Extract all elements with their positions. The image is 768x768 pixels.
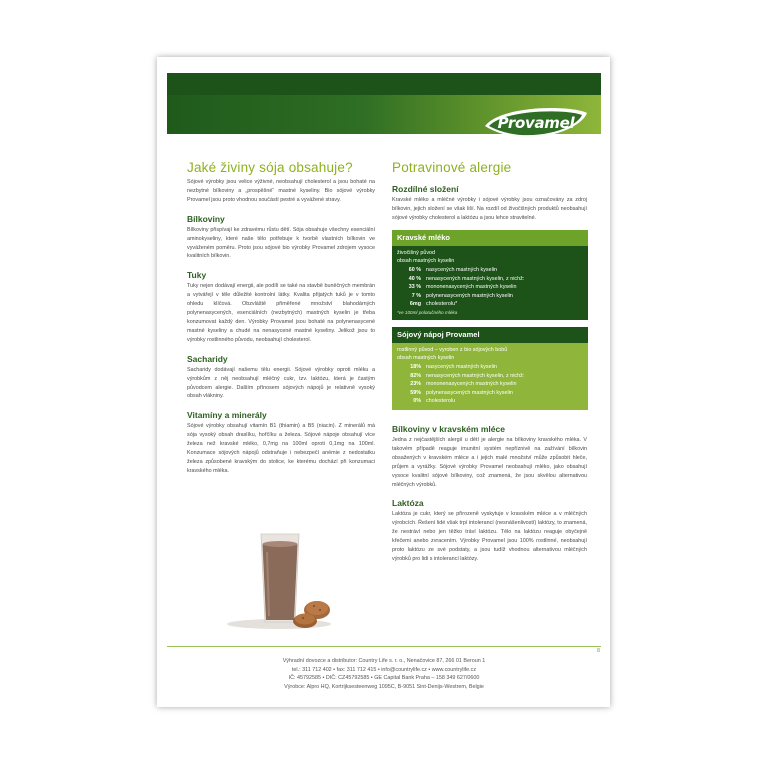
info-row-label: nasycených mastných kyselin (426, 266, 498, 273)
left-intro: Sójové výrobky jsou velice výživné, neobsahují cholesterol a jsou bohaté na nezbytné bílkoviny a „prospěšné“ mastné kyseliny. Bio sójové výrobky Provamel jsou proto vhodnou součástí pestré a vyvážené stravy. (187, 179, 375, 203)
info-row-label: cholesterolu (426, 398, 456, 405)
section-heading-vitaminy: Vitamíny a minerály (187, 410, 267, 421)
info-row-value: 60 % (408, 266, 421, 273)
info-row (397, 363, 583, 372)
section-text-laktoza: Laktóza je cukr, který se přirozeně vyskytuje v kravském mléce a v mléčných výrobcích. Řešení lidé však trpí intolerancí (nesnášenlivostí) laktózy, to znamená, že nestráví nebo jen těžko tráví laktózu. Tělo na laktózu reaguje obyčejně křečemi anebo zvracením. Výrobky Provamel jsou 100% rostlinné, neobsahují proto laktózu ze své podstaty, a jsou tudíž vhodnou alternativou mléčných výrobků pro lidi s intolerancí laktózy. (392, 511, 587, 562)
info-box-note: *ve 100ml polotučného mléka (397, 309, 458, 315)
info-row-value: 59% (410, 389, 421, 396)
left-title: Jaké živiny sója obsahuje? (187, 160, 353, 175)
section-text-tuky: Tuky nejen dodávají energii, ale podílí se také na stavbě buněčných membrán a vytvářejí v těle důležité kontrolní látky. Kvalita přijatých tuků je v tomto ohledu klíčová. Obzvláště přiměřené množství blahodárných polynenasycených, esenciálních (nezbytných) mastných kyselin je třeba konzumovat každý den. Výrobky Provamel jsou bohaté na polynenasycené mastné kyseliny a chudé na nenasycené mastné kyseliny. Jelikož jsou to výrobky rostlinného původu, neobsahují cholesterol. (187, 283, 375, 343)
section-text-vitaminy: Sójové výrobky obsahují vitamín B1 (thiamin) a B5 (niacin). Z minerálů má sója vysoký obsah draslíku, hořčíku a železa. Sójové nápoje obsahují více železa než kravské mléko, 0,7mg na 100ml oproti 0,1mg na 100ml. Konzumace sójových nápojů odstraňuje i nebezpečí anémie z nedostatku železa způsobené kravským do stolice, ke kterému dochází při konzumaci kravského mléka. (187, 423, 375, 474)
info-row-label: nenasycených mastných kyselin, z nichž: (426, 275, 525, 282)
info-row-label: mononenasycených mastných kyselin (426, 284, 517, 291)
section-heading-tuky: Tuky (187, 270, 207, 281)
info-row (397, 266, 583, 275)
right-title: Potravinové alergie (392, 160, 512, 175)
info-box-kravske-mleko (392, 230, 588, 320)
footer-line-distributor: Výhradní dovozce a distributor: Country Life s. r. o., Nenačovice 87, 266 01 Beroun 1 (282, 658, 486, 664)
info-row (397, 292, 583, 301)
info-box-heading: Sójový nápoj Provamel (392, 327, 588, 343)
info-row (397, 300, 583, 309)
info-row-value: 33 % (408, 284, 421, 291)
info-row-value: 7 % (411, 292, 421, 299)
info-row-value: 18% (410, 364, 421, 371)
info-row-label: cholesterolu* (426, 301, 458, 308)
info-row (397, 380, 583, 389)
left-column (187, 160, 375, 476)
product-photo (187, 522, 375, 632)
info-line: živočišný původ (397, 249, 436, 256)
info-box-body (392, 343, 588, 410)
info-row-value: 82% (410, 372, 421, 379)
section-text-sacharidy: Sacharidy dodávají našemu tělu energii. Sójové výrobky oproti mléku a výrobkům z něj neobsahují mléčný cukr, tzv. laktózu, která je častým původcem alergie. Dalším přínosem sójových nápojů je relativně vysoký obsah vlákniny. (187, 366, 375, 400)
footer-divider (167, 646, 601, 647)
info-row-value: 6mg (409, 301, 421, 308)
section-heading-bilkoviny: Bílkoviny (187, 213, 225, 224)
header-banner-dark-strip (167, 73, 601, 95)
info-box-body (392, 246, 588, 320)
info-row-label: nasycených mastných kyselin (426, 364, 498, 371)
info-row-value: 0% (413, 398, 421, 405)
right-column (392, 160, 587, 564)
document-page (157, 57, 610, 707)
info-row-label: mononenasycených mastných kyselin (426, 381, 517, 388)
info-row-label: polynenasycených mastných kyselin (426, 389, 513, 396)
info-row (397, 283, 583, 292)
footer-line-contact: tel.: 311 712 402 • fax: 311 712 415 • info@countrylife.cz • www.countrylife.cz (291, 666, 477, 673)
info-line: obsah mastných kyselin (397, 355, 455, 362)
info-row-label: polynenasycených mastných kyselin (426, 292, 513, 299)
footer-line-manufacturer: Výrobce: Alpro HQ, Kortrijksesteenweg 1095C, B-9051 Sint-Denijs-Westrem, Belgie (284, 683, 484, 690)
info-row (397, 397, 583, 406)
info-row-value: 23% (410, 381, 421, 388)
page-number: 8 (597, 648, 600, 654)
info-row (397, 372, 583, 381)
section-heading-laktoza: Laktóza (392, 498, 424, 509)
info-line: obsah mastných kyselin (397, 258, 455, 265)
section-text-bilkoviny: Bílkoviny přispívají ke zdravému růstu dětí. Sója obsahuje všechny esenciální aminokyseliny, které naše tělo potřebuje k tvorbě vlastních bílkovin ve vyváženém poměru. Proto jsou sójové bio výrobky Provamel zdrojem vysoce kvalitních bílkovin. (187, 226, 375, 260)
section-heading-sacharidy: Sacharidy (187, 353, 228, 364)
footer-line-ids: IČ: 45792585 • DIČ: CZ45792585 • GE Capital Bank Praha – 158 349 627/0600 (288, 675, 480, 681)
section-heading-bilkoviny-kravske: Bílkoviny v kravském mléce (392, 424, 505, 435)
provamel-logo (481, 103, 591, 149)
info-box-heading: Kravské mléko (392, 230, 588, 246)
info-row-value: 40 % (408, 275, 421, 282)
info-box-sojovy-napoj (392, 327, 588, 410)
section-text-rozdilne: Kravské mléko a mléčné výrobky i sójové výrobky jsou označovány za zdroj bílkovin, jejich složení se však liší. Na rozdíl od živočišných produktů neobsahují sójové výrobky cholesterol a laktózu a jsou lehce stravitelné. (392, 197, 587, 221)
info-row (397, 275, 583, 284)
chocolate-drink-glass-icon (187, 522, 375, 632)
footer (167, 657, 601, 691)
header-banner (167, 73, 601, 134)
section-heading-rozdilne: Rozdílné složení (392, 184, 459, 194)
info-row-label: nenasycených mastných kyselin, z nichž: (426, 372, 525, 379)
section-text-bilkoviny-kravske: Jedna z nejčastějších alergií u dětí je alergie na bílkoviny kravského mléka. V takovém případě reaguje imunitní systém nepříznivě na zažívání bílkovin obsažených v kravském mléce a i jejich malé množství může způsobit hleče, průjem a vyrážky. Sójové výrobky Provamel neobsahují mléko, jako obsahují vysoce kvalitní sójové bílkoviny, což znamená, že jsou skvělou alternativou mléčných výrobků. (392, 437, 587, 488)
logo-text: Provamel (497, 114, 575, 132)
info-line: rostlinný původ – vyroben z bio sójových bobů (397, 346, 508, 353)
info-row (397, 389, 583, 398)
